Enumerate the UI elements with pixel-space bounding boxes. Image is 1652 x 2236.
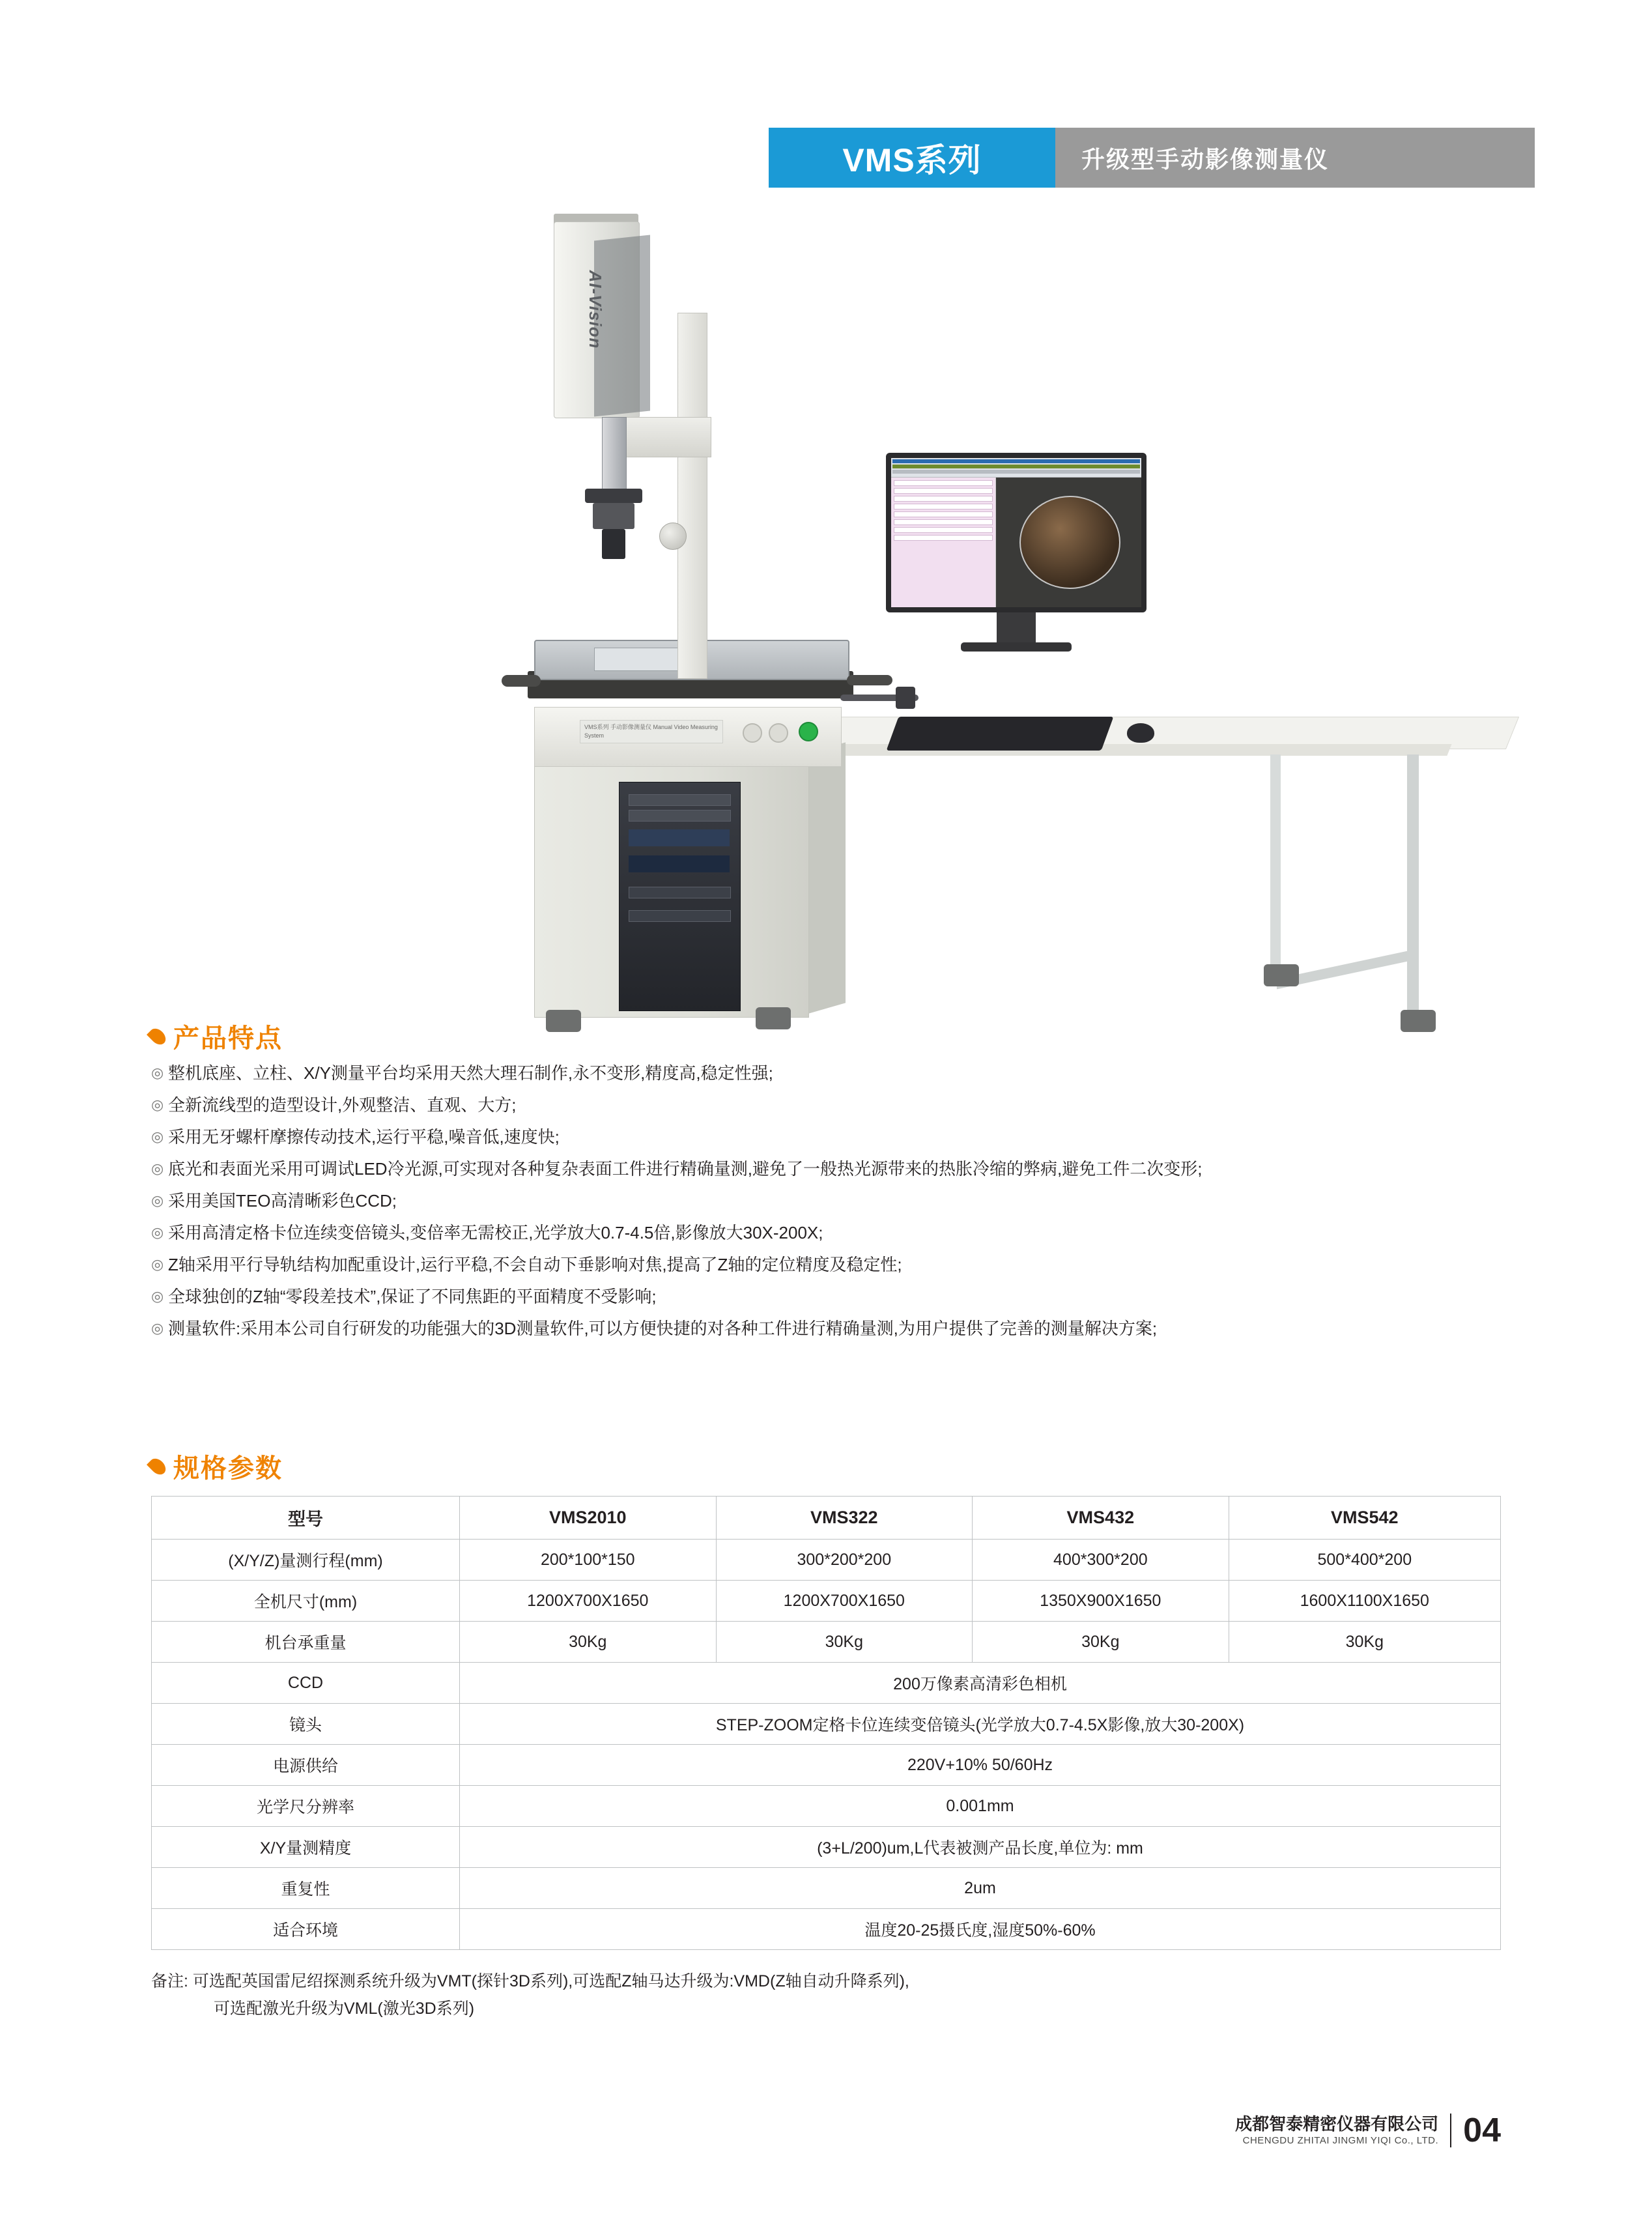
table-cell: 200*100*150 xyxy=(460,1540,717,1581)
desk-foot-inner xyxy=(1264,964,1299,986)
table-row xyxy=(152,1909,1501,1950)
table-header-cell: 型号 xyxy=(152,1497,460,1540)
row-label: 电源供给 xyxy=(152,1745,460,1786)
footer-company-block xyxy=(1235,2114,1438,2147)
row-label: X/Y量测精度 xyxy=(152,1827,460,1868)
data-row xyxy=(894,519,993,525)
software-tool-bar xyxy=(892,465,1140,468)
mouse xyxy=(1127,723,1154,743)
page-number: 04 xyxy=(1463,2112,1501,2149)
list-item xyxy=(151,1317,1519,1340)
table-cell: 30Kg xyxy=(460,1622,717,1663)
droplet-icon xyxy=(147,1455,169,1478)
data-row xyxy=(894,480,993,486)
table-cell: 300*200*200 xyxy=(716,1540,973,1581)
table-cell-merged: 2um xyxy=(460,1868,1501,1909)
machine-control-label: VMS系列 手动影像测量仪 Manual Video Measuring System xyxy=(580,720,723,743)
software-menu-bar xyxy=(892,459,1140,463)
feature-text: 采用美国TEO高清晰彩色CCD; xyxy=(168,1191,397,1211)
row-label: (X/Y/Z)量测行程(mm) xyxy=(152,1540,460,1581)
row-label: CCD xyxy=(152,1663,460,1704)
desk-foot-right xyxy=(1401,1010,1436,1032)
computer-tower xyxy=(619,782,741,1011)
table-cell-merged: 220V+10% 50/60Hz xyxy=(460,1745,1501,1786)
table-cell-merged: (3+L/200)um,L代表被测产品长度,单位为: mm xyxy=(460,1827,1501,1868)
desk-leg-right xyxy=(1407,754,1419,1015)
table-cell: 1200X700X1650 xyxy=(460,1581,717,1622)
measured-sample-image xyxy=(1019,496,1120,589)
banner-subtitle-block xyxy=(1055,128,1535,188)
feature-text: 全球独创的Z轴“零段差技术”,保证了不同焦距的平面精度不受影响; xyxy=(168,1287,657,1306)
software-data-panel xyxy=(891,478,996,607)
feature-text: 采用高清定格卡位连续变倍镜头,变倍率无需校正,光学放大0.7-4.5倍,影像放大30X-200X; xyxy=(168,1223,823,1242)
table-cell: 1200X700X1650 xyxy=(716,1581,973,1622)
features-section-heading xyxy=(151,1018,283,1055)
feature-text: 全新流线型的造型设计,外观整洁、直观、大方; xyxy=(168,1095,517,1115)
table-header-cell: VMS542 xyxy=(1229,1497,1500,1540)
bullet-icon: ◎ xyxy=(151,1224,164,1240)
table-row xyxy=(152,1704,1501,1745)
monitor-base xyxy=(961,642,1072,652)
table-header-cell: VMS322 xyxy=(716,1497,973,1540)
table-cell-merged: 温度20-25摄氏度,湿度50%-60% xyxy=(460,1909,1501,1950)
monitor-screen xyxy=(891,458,1141,607)
optical-head-arm xyxy=(619,417,711,457)
lens-barrel xyxy=(593,503,634,529)
machine-knob xyxy=(769,723,788,743)
cabinet-side-panel xyxy=(806,742,846,1014)
product-photo xyxy=(339,202,1329,977)
table-header-cell: VMS2010 xyxy=(460,1497,717,1540)
table-row xyxy=(152,1786,1501,1827)
keyboard xyxy=(887,717,1114,751)
stage-handle-right[interactable] xyxy=(847,675,892,685)
table-row xyxy=(152,1663,1501,1704)
features-title: 产品特点 xyxy=(173,1024,283,1053)
bullet-icon: ◎ xyxy=(151,1320,164,1336)
table-row xyxy=(152,1745,1501,1786)
list-item xyxy=(151,1094,1519,1116)
table-header-cell: VMS432 xyxy=(973,1497,1229,1540)
footer-divider xyxy=(1450,2114,1451,2147)
table-row xyxy=(152,1622,1501,1663)
footer-company-cn: 成都智泰精密仪器有限公司 xyxy=(1235,2114,1439,2134)
row-label: 机台承重量 xyxy=(152,1622,460,1663)
feature-text: 底光和表面光采用可调试LED冷光源,可实现对各种复杂表面工件进行精确量测,避免了一般热光源带来的热胀冷缩的弊病,避免工件二次变形; xyxy=(168,1159,1203,1179)
data-row xyxy=(894,527,993,533)
table-row xyxy=(152,1540,1501,1581)
table-row xyxy=(152,1581,1501,1622)
list-item xyxy=(151,1062,1519,1084)
table-cell: 30Kg xyxy=(1229,1622,1500,1663)
droplet-icon xyxy=(147,1025,169,1048)
lens-tube xyxy=(602,417,627,490)
footnote-line-2: 可选配激光升级为VML(激光3D系列) xyxy=(214,2000,475,2018)
specs-section-heading xyxy=(151,1448,283,1485)
bullet-icon: ◎ xyxy=(151,1288,164,1304)
row-label: 重复性 xyxy=(152,1868,460,1909)
software-toolbar xyxy=(891,458,1141,478)
row-label: 镜头 xyxy=(152,1704,460,1745)
feature-text: 采用无牙螺杆摩擦传动技术,运行平稳,噪音低,速度快; xyxy=(168,1127,560,1147)
table-header-row xyxy=(152,1497,1501,1540)
banner-subtitle: 升级型手动影像测量仪 xyxy=(1081,145,1330,173)
data-row xyxy=(894,488,993,494)
list-item xyxy=(151,1190,1519,1212)
machine-foot-right xyxy=(756,1007,791,1029)
lens-zoom-ring[interactable] xyxy=(585,489,642,503)
bullet-icon: ◎ xyxy=(151,1128,164,1145)
row-label: 全机尺寸(mm) xyxy=(152,1581,460,1622)
stage-handle-left[interactable] xyxy=(502,675,541,687)
footer-company-en: CHENGDU ZHITAI JINGMI YIQI Co., LTD. xyxy=(1242,2134,1439,2146)
software-live-view xyxy=(996,478,1141,607)
bullet-icon: ◎ xyxy=(151,1160,164,1177)
data-row xyxy=(894,511,993,517)
table-cell: 30Kg xyxy=(973,1622,1229,1663)
row-label: 适合环境 xyxy=(152,1909,460,1950)
specifications-table xyxy=(151,1496,1501,1950)
tower-front-panel xyxy=(629,829,730,846)
data-row xyxy=(894,504,993,509)
list-item xyxy=(151,1126,1519,1148)
table-row xyxy=(152,1868,1501,1909)
banner-series-block xyxy=(769,128,1055,188)
lens-objective xyxy=(602,529,625,559)
data-row xyxy=(894,535,993,541)
feature-text: 测量软件:采用本公司自行研发的功能强大的3D测量软件,可以方便快捷的对各种工件进行精确量测,为用户提供了完善的测量解决方案; xyxy=(168,1319,1158,1338)
feature-text: Z轴采用平行导轨结构加配重设计,运行平稳,不会自动下垂影响对焦,提高了Z轴的定位精度及稳定性; xyxy=(168,1255,902,1274)
table-footnote xyxy=(151,1968,1519,2022)
list-item xyxy=(151,1222,1519,1244)
tower-drive-bay xyxy=(629,810,731,822)
table-cell: 1350X900X1650 xyxy=(973,1581,1229,1622)
specs-title: 规格参数 xyxy=(173,1454,283,1483)
tower-vent xyxy=(629,887,731,898)
page-footer xyxy=(1235,2111,1501,2150)
machine-column xyxy=(677,313,707,679)
tower-vent xyxy=(629,910,731,922)
z-axis-focus-knob[interactable] xyxy=(659,523,687,550)
software-status-bar xyxy=(892,470,1140,474)
row-label: 光学尺分辨率 xyxy=(152,1786,460,1827)
bullet-icon: ◎ xyxy=(151,1192,164,1209)
table-cell: 400*300*200 xyxy=(973,1540,1229,1581)
tower-drive-bay xyxy=(629,794,731,806)
footnote-line-1: 备注: 可选配英国雷尼绍探测系统升级为VMT(探针3D系列),可选配Z轴马达升级为:VMD(Z轴自动升降系列), xyxy=(151,1972,909,1990)
list-item xyxy=(151,1254,1519,1276)
desk-leg-inner xyxy=(1270,754,1281,969)
bullet-icon: ◎ xyxy=(151,1256,164,1272)
monitor-stand xyxy=(997,612,1036,644)
bullet-icon: ◎ xyxy=(151,1065,164,1081)
machine-power-button[interactable] xyxy=(799,722,818,741)
computer-monitor xyxy=(886,453,1146,612)
table-row xyxy=(152,1827,1501,1868)
data-row xyxy=(894,496,993,502)
table-cell-merged: STEP-ZOOM定格卡位连续变倍镜头(光学放大0.7-4.5X影像,放大30-200X) xyxy=(460,1704,1501,1745)
table-cell: 30Kg xyxy=(716,1622,973,1663)
software-workspace xyxy=(891,478,1141,607)
list-item xyxy=(151,1285,1519,1308)
feature-text: 整机底座、立柱、X/Y测量平台均采用天然大理石制作,永不变形,精度高,稳定性强; xyxy=(168,1063,773,1083)
brand-logo-text: AI-Vision xyxy=(586,270,606,349)
table-cell-merged: 200万像素高清彩色相机 xyxy=(460,1663,1501,1704)
features-list xyxy=(151,1062,1519,1349)
page-header-banner xyxy=(769,128,1535,188)
list-item xyxy=(151,1158,1519,1180)
table-cell-merged: 0.001mm xyxy=(460,1786,1501,1827)
table-cell: 500*400*200 xyxy=(1229,1540,1500,1581)
table-cell: 1600X1100X1650 xyxy=(1229,1581,1500,1622)
tower-front-panel xyxy=(629,855,730,872)
bullet-icon: ◎ xyxy=(151,1096,164,1113)
machine-knob xyxy=(743,723,762,743)
stage-rod-knob[interactable] xyxy=(896,687,915,709)
banner-series-title: VMS系列 xyxy=(842,142,982,179)
machine-foot-left xyxy=(546,1010,581,1032)
